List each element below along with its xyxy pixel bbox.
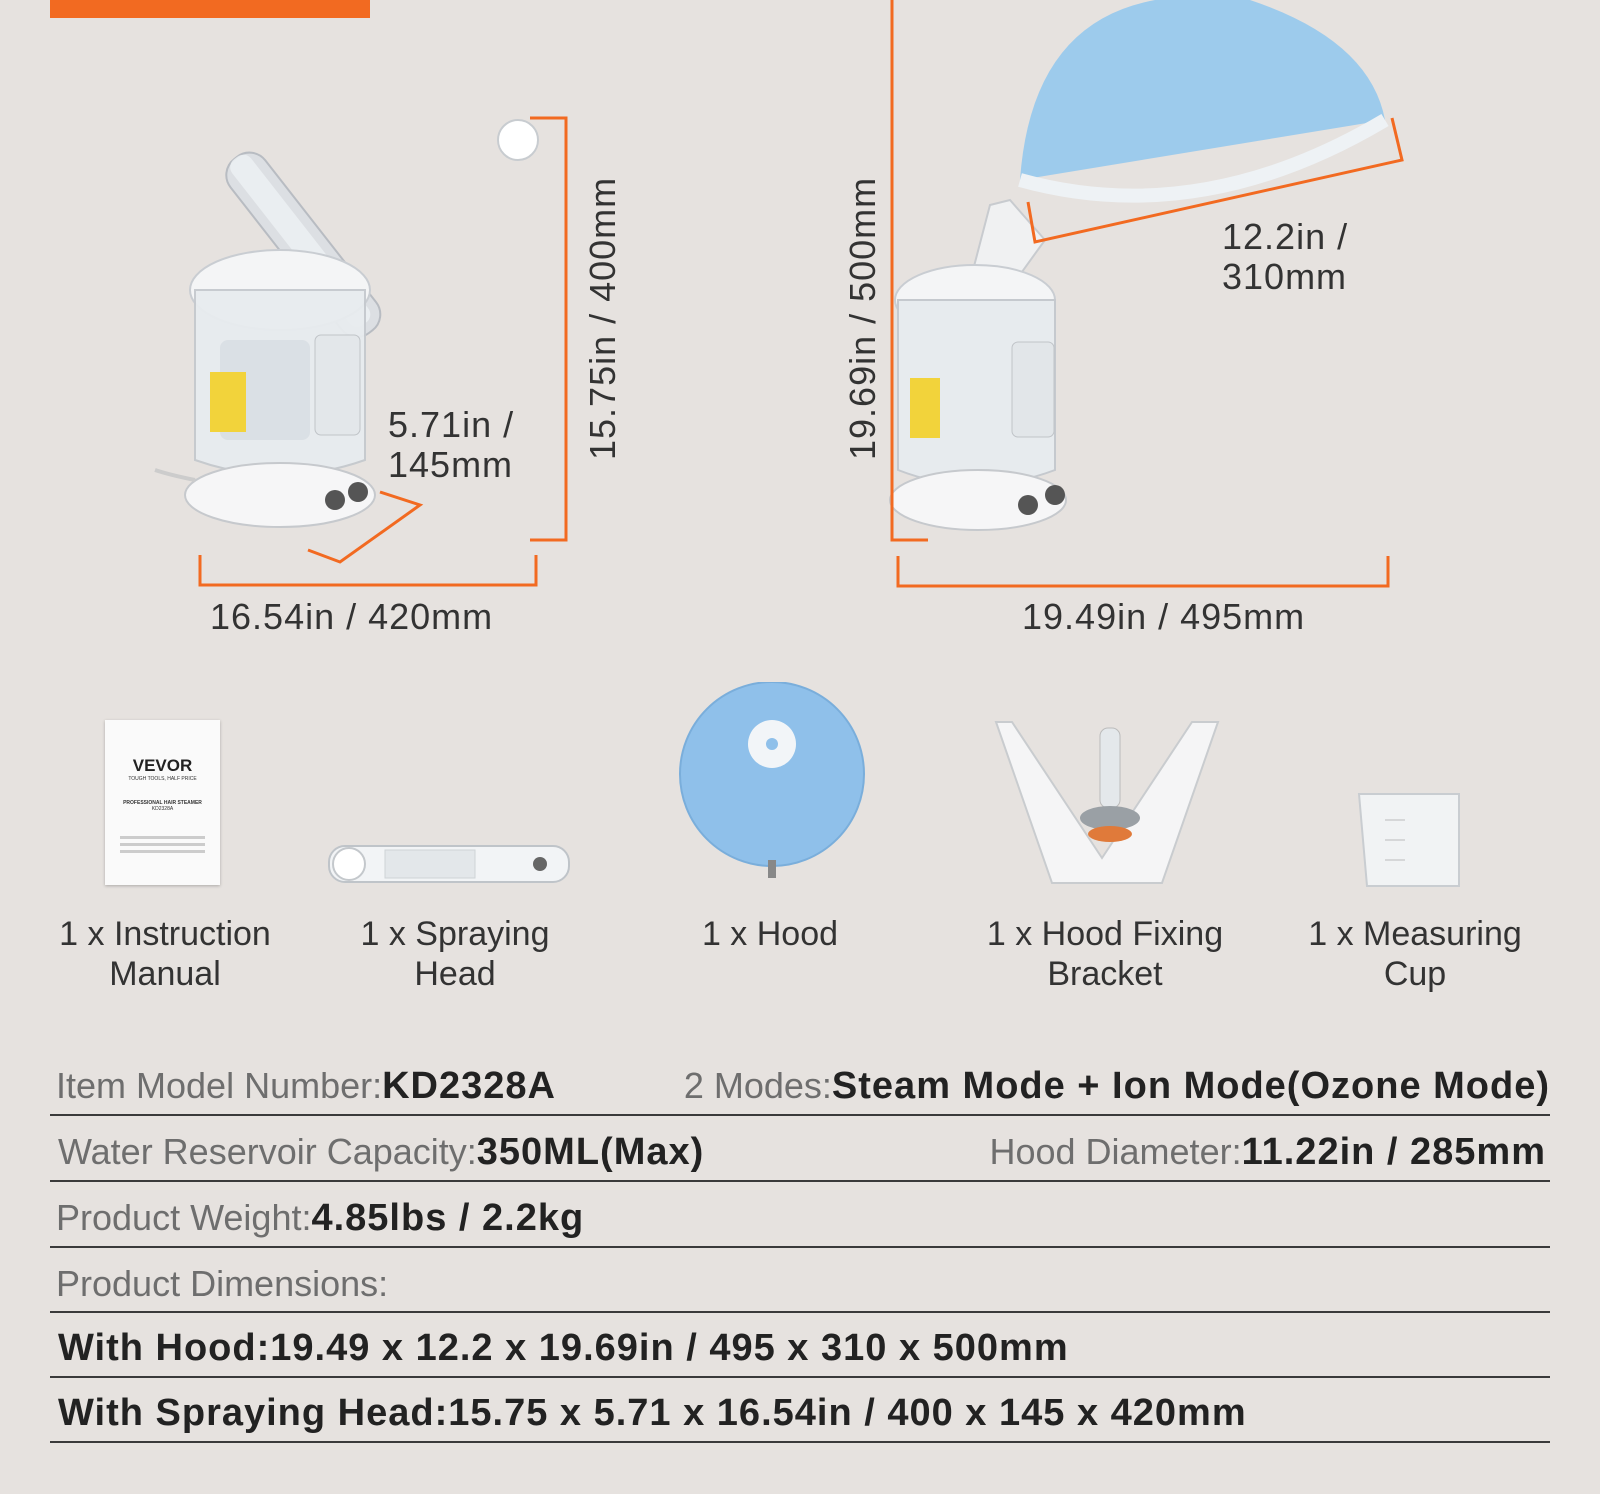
item-cup-line1: 1 x Measuring <box>1308 915 1522 953</box>
steamer-height-label: 15.75in / 400mm <box>582 176 623 460</box>
header-accent-bar <box>50 0 370 18</box>
item-label-bracket <box>965 914 1245 994</box>
item-label-hood <box>645 914 895 954</box>
spec-row-with-spraying-head <box>50 1377 1550 1443</box>
manual-brand: VEVOR <box>132 756 193 775</box>
item-spraying-head-line1: 1 x Spraying <box>360 915 550 953</box>
hood-dimension-lines <box>880 0 1410 600</box>
capacity-label: Water Reservoir Capacity: <box>58 1131 477 1172</box>
measuring-cup-image <box>1355 790 1465 890</box>
steamer-width-label: 16.54in / 420mm <box>210 596 494 637</box>
steamer-depth-label-2: 145mm <box>388 444 514 485</box>
spec-row-model-modes <box>50 1050 1550 1116</box>
instruction-manual-image <box>105 720 220 885</box>
hood-diameter-label-1: 12.2in / <box>1222 216 1349 257</box>
weight-value: 4.85lbs / 2.2kg <box>311 1197 585 1239</box>
spec-row-capacity-diameter <box>50 1116 1550 1182</box>
manual-title: PROFESSIONAL HAIR STEAMER <box>123 800 202 806</box>
modes-label: 2 Modes: <box>683 1065 832 1106</box>
manual-tagline: TOUGH TOOLS, HALF PRICE <box>128 776 197 782</box>
capacity-value: 350ML(Max) <box>476 1131 705 1173</box>
spec-row-weight <box>50 1182 1550 1248</box>
item-bracket-line2: Bracket <box>1047 955 1163 993</box>
model-value: KD2328A <box>382 1065 556 1107</box>
hood-fixing-bracket-image <box>992 718 1232 888</box>
item-cup-line2: Cup <box>1383 955 1447 993</box>
hood-width-label: 19.49in / 495mm <box>1022 596 1306 637</box>
with-hood-value: 19.49 x 12.2 x 19.69in / 495 x 310 x 500mm <box>270 1327 1069 1369</box>
item-hood-line1: 1 x Hood <box>701 915 839 953</box>
with-hood-label: With Hood: <box>58 1327 271 1369</box>
model-label: Item Model Number: <box>56 1065 383 1106</box>
item-label-manual <box>40 914 290 994</box>
item-bracket-line1: 1 x Hood Fixing <box>986 915 1224 953</box>
manual-model: KD2328A <box>151 806 174 812</box>
item-label-spraying-head <box>330 914 580 994</box>
item-manual-line1: 1 x Instruction <box>59 915 271 953</box>
modes-value: Steam Mode + Ion Mode(Ozone Mode) <box>831 1065 1550 1107</box>
weight-label: Product Weight: <box>56 1197 312 1238</box>
hood-diameter-spec-label: Hood Diameter: <box>989 1131 1242 1172</box>
hood-height-label: 19.69in / 500mm <box>842 176 883 460</box>
with-head-label: With Spraying Head: <box>58 1392 449 1434</box>
item-label-measuring-cup <box>1290 914 1540 994</box>
hood-diameter-spec-value: 11.22in / 285mm <box>1241 1131 1546 1173</box>
dimensions-label: Product Dimensions: <box>56 1263 389 1304</box>
item-manual-line2: Manual <box>109 955 221 993</box>
steamer-dimension-lines <box>190 110 570 590</box>
item-spraying-head-line2: Head <box>414 955 496 993</box>
spec-row-dimensions-heading <box>50 1247 1550 1313</box>
with-head-value: 15.75 x 5.71 x 16.54in / 400 x 145 x 420mm <box>448 1392 1247 1434</box>
steamer-depth-label-1: 5.71in / <box>388 404 515 445</box>
hood-diameter-label-2: 310mm <box>1222 256 1348 297</box>
spec-row-with-hood <box>50 1312 1550 1378</box>
spraying-head-image <box>325 840 575 890</box>
hood-image <box>672 682 872 882</box>
